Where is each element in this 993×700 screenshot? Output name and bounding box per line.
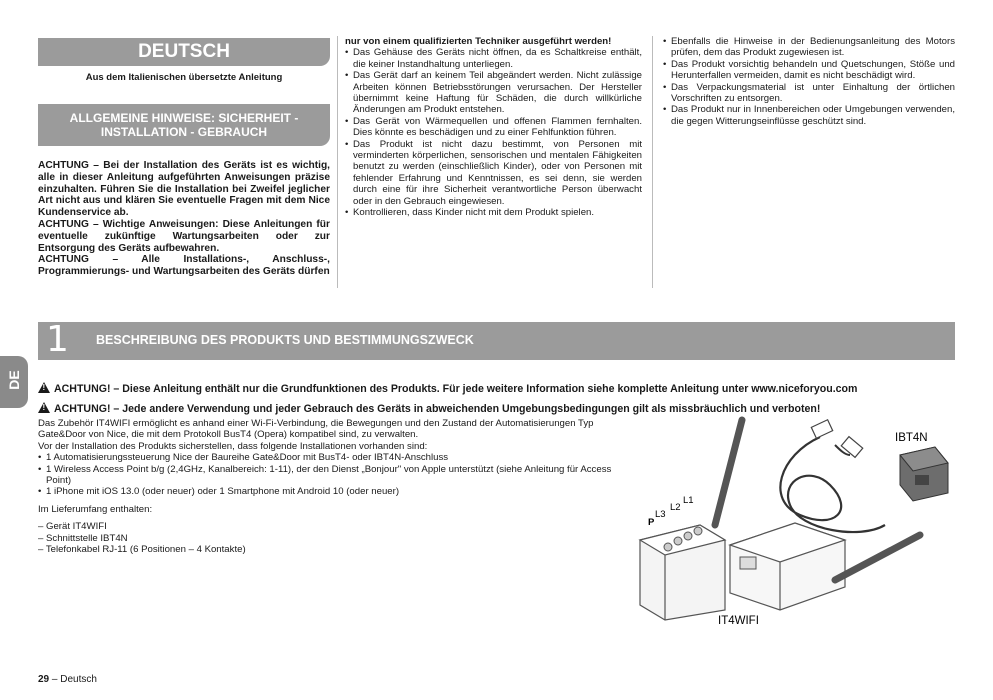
- list-item: • Das Gehäuse des Geräts nicht öffnen, da es Schaltkreise enthält, die keiner Instandhaltung unterliegen.: [345, 47, 642, 70]
- contents-intro: Im Lieferumfang enthalten:: [38, 503, 153, 515]
- list-item: • 1 iPhone mit iOS 13.0 (oder neuer) oder 1 Smartphone mit Android 10 (oder neuer): [38, 486, 623, 497]
- antenna-icon: [835, 535, 920, 580]
- page-number: 29: [38, 674, 50, 685]
- list-item: • Das Produkt vorsichtig behandeln und Quetschungen, Stöße und Herunterfallen vermeiden, damit es nicht beschädigt wird.: [663, 59, 955, 82]
- translation-note: Aus dem Italienischen übersetzte Anleitung: [85, 72, 283, 83]
- page-footer: [38, 674, 97, 685]
- it4wifi-module-icon: [730, 523, 845, 610]
- safety-bullets-column-right: [663, 36, 955, 127]
- safety-warnings-column: [38, 160, 330, 278]
- ibt4n-interface-icon: [900, 447, 948, 501]
- prereq-intro: Vor der Installation des Produkts sicherstellen, dass folgende Installationen vorhanden sind:: [38, 440, 428, 452]
- column-divider: [652, 36, 653, 288]
- product-illustration: [630, 415, 960, 630]
- warning-line: [38, 381, 857, 395]
- warning-paragraph: ACHTUNG – Alle Installations-, Anschluss-, Programmierungs- und Wartungsarbeiten des Geräts dürfen: [38, 254, 330, 278]
- p-label: P: [648, 517, 655, 528]
- warning-paragraph: ACHTUNG – Wichtige Anweisungen: Diese Anleitungen für eventuelle zukünftige Wartungsarbeiten oder zur Entsorgung des Geräts aufbewahren.: [38, 218, 330, 254]
- it4wifi-device-icon: [640, 525, 725, 620]
- section-title: BESCHREIBUNG DES PRODUKTS UND BESTIMMUNGSZWECK: [96, 333, 474, 347]
- it4wifi-label: IT4WIFI: [718, 615, 759, 627]
- antenna-icon: [715, 420, 742, 525]
- section-number: 1: [46, 319, 69, 360]
- intro-paragraph: Das Zubehör IT4WIFI ermöglicht es anhand einer Wi-Fi-Verbindung, die Bewegungen und den Zustand der Automatisierungen Typ Gate&Door von Nice, die mit dem Protokoll BusT4 (Opera) kompatibel sind, zu verwalten.: [38, 418, 594, 441]
- language-side-tab-label: DE: [6, 370, 22, 390]
- list-item: • Das Produkt nur in Innenbereichen oder Umgebungen verwenden, die gegen Witterungseinflüsse geschützt sind.: [663, 104, 955, 127]
- warning-paragraph: ACHTUNG – Bei der Installation des Geräts ist es wichtig, alle in dieser Anleitung aufgeführten Anweisungen präzise einzuhalten. Führen Sie die Installation bei Zweifel jeglicher Art nicht aus und klären Sie eventuelle Fragen mit dem Nice Kundenservice ab.: [38, 160, 330, 219]
- l2-label: L2: [670, 502, 681, 513]
- list-item: – Telefonkabel RJ-11 (6 Positionen – 4 Kontakte): [38, 544, 246, 556]
- list-item: • Das Gerät von Wärmequellen und offenen Flammen fernhalten. Dies könnte es beschädigen und zu einer Fehlfunktion führen.: [345, 116, 642, 139]
- list-item: • Kontrollieren, dass Kinder nicht mit dem Produkt spielen.: [345, 207, 642, 218]
- general-notes-banner: ALLGEMEINE HINWEISE: SICHERHEIT - INSTALLATION - GEBRAUCH: [38, 104, 330, 146]
- list-item: • Das Gerät darf an keinem Teil abgeändert werden. Nicht zulässige Arbeiten können Betriebsstörungen verursachen. Der Hersteller übernimmt keine Haftung für Schäden, die durch willkürliche Änderungen am Produkt entstehen.: [345, 70, 642, 116]
- telephone-cable-icon: [780, 437, 885, 532]
- warning-line: [38, 401, 820, 415]
- list-item: – Gerät IT4WIFI: [38, 521, 107, 533]
- warning-triangle-icon: !: [38, 382, 50, 393]
- l1-label: L1: [683, 495, 694, 506]
- list-item: • 1 Wireless Access Point b/g (2,4GHz, Kanalbereich: 1-11), der den Dienst „Bonjour" von Apple unterstützt (siehe Anleitung für Access Point): [38, 464, 623, 487]
- l3-label: L3: [655, 509, 666, 520]
- list-item: • Das Verpackungsmaterial ist unter Einhaltung der örtlichen Vorschriften zu entsorgen.: [663, 82, 955, 105]
- list-item: – Schnittstelle IBT4N: [38, 532, 128, 544]
- ibt4n-label: IBT4N: [895, 432, 928, 444]
- product-description: [38, 418, 623, 555]
- section-banner: [38, 319, 955, 360]
- safety-bullets-column: [345, 36, 642, 219]
- column-divider: [337, 36, 338, 288]
- lead-text: nur von einem qualifizierten Techniker ausgeführt werden!: [345, 36, 612, 47]
- list-item: • 1 Automatisierungssteuerung Nice der Baureihe Gate&Door mit BusT4- oder IBT4N-Anschluss: [38, 452, 623, 463]
- language-banner: DEUTSCH: [38, 38, 330, 66]
- language-side-tab: [0, 356, 28, 408]
- warning-triangle-icon: !: [38, 402, 50, 413]
- list-item: • Ebenfalls die Hinweise in der Bedienungsanleitung des Motors prüfen, dem das Produkt zugewiesen ist.: [663, 36, 955, 59]
- warning-text: ACHTUNG! – Diese Anleitung enthält nur die Grundfunktionen des Produkts. Für jede weitere Information siehe komplette Anleitung unter www.niceforyou.com: [54, 383, 858, 395]
- list-item: • Das Produkt ist nicht dazu bestimmt, von Personen mit verminderten körperlichen, sensorischen und mentalen Fähigkeiten benutzt zu werden (einschließlich Kinder), oder von Personen mit fehlender Erfahrung und Kenntnissen, es sei denn, sie werden durch eine für ihre Sicherheit verantwortliche Person überwacht oder in den Gebrauch eingewiesen.: [345, 139, 642, 207]
- footer-language: – Deutsch: [49, 674, 97, 685]
- warning-text: ACHTUNG! – Jede andere Verwendung und jeder Gebrauch des Geräts in abweichenden Umgebungsbedingungen gilt als missbräuchlich und verboten!: [54, 403, 821, 415]
